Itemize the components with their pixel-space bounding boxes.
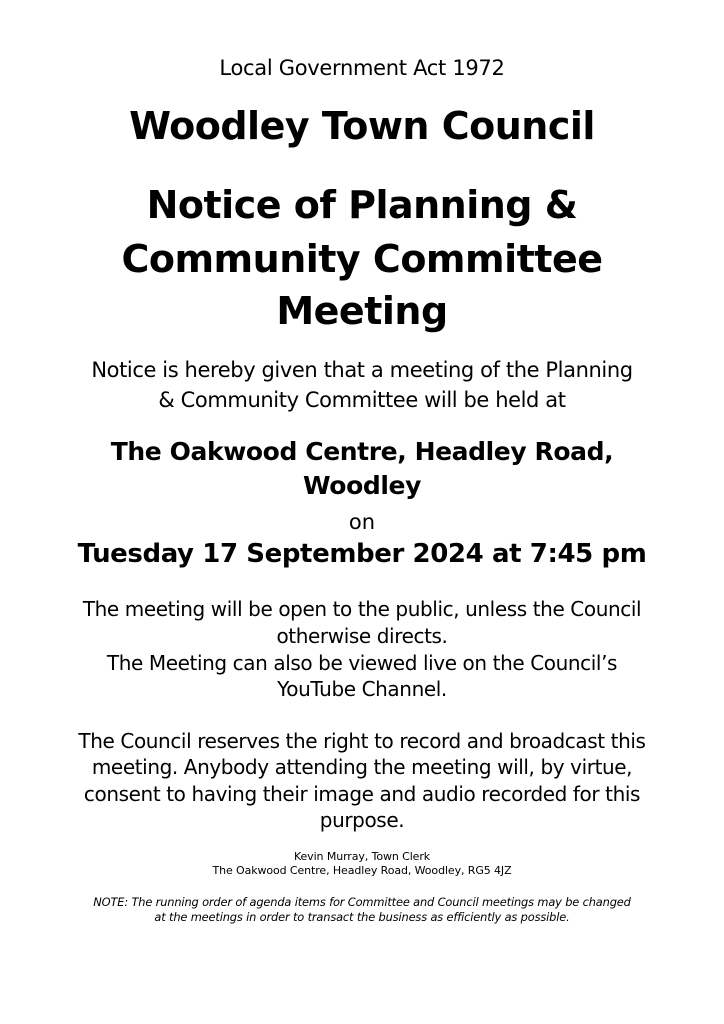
clerk-address: The Oakwood Centre, Headley Road, Woodley, RG5 4JZ [212, 864, 512, 877]
note-line-1: NOTE: The running order of agenda items for Committee and Council meetings may be changed [93, 895, 631, 909]
notice-title-line-2: Community Committee [121, 237, 603, 281]
recording-notice-line-2: meeting. Anybody attending the meeting will, by virtue, [91, 755, 633, 779]
note-line-2: at the meetings in order to transact the business as efficiently as possible. [154, 910, 570, 924]
public-notice-line-4: YouTube Channel. [277, 677, 447, 701]
public-notice-line-1: The meeting will be open to the public, unless the Council [82, 597, 642, 621]
meeting-datetime: Tuesday 17 September 2024 at 7:45 pm [77, 539, 647, 569]
notice-title-line-3: Meeting [276, 289, 448, 333]
notice-title-line-1: Notice of Planning & [146, 183, 578, 227]
intro-line-2: & Community Committee will be held at [158, 388, 566, 412]
recording-notice-line-1: The Council reserves the right to record and broadcast this [78, 729, 646, 753]
recording-notice-line-3: consent to having their image and audio recorded for this [83, 782, 641, 806]
venue-line-2: Woodley [303, 471, 421, 500]
clerk-signature: Kevin Murray, Town Clerk [293, 850, 431, 863]
venue-on: on [348, 510, 376, 534]
public-notice-line-2: otherwise directs. [276, 624, 448, 648]
act-heading: Local Government Act 1972 [219, 56, 505, 80]
recording-notice-line-4: purpose. [319, 808, 405, 832]
venue-line-1: The Oakwood Centre, Headley Road, [110, 437, 614, 466]
public-notice-line-3: The Meeting can also be viewed live on the Council’s [106, 651, 618, 675]
council-name: Woodley Town Council [129, 104, 595, 148]
intro-line-1: Notice is hereby given that a meeting of the Planning [91, 358, 633, 382]
